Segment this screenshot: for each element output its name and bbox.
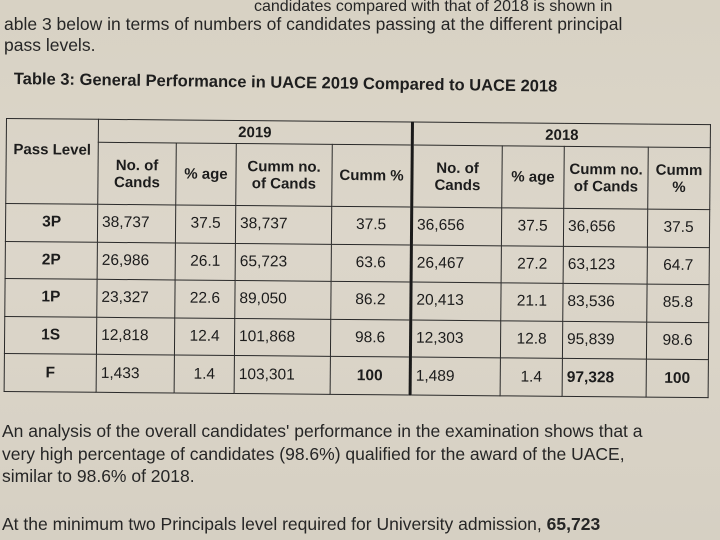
year-2019-header: 2019 — [98, 119, 412, 145]
col-header-pct-2018: % age — [502, 146, 565, 209]
cumm-pct-2018-cell: 85.8 — [647, 284, 709, 322]
pct-2019-cell: 37.5 — [175, 205, 235, 243]
cumm-cands-2019-cell: 38,737 — [235, 206, 331, 244]
year-2018-header: 2018 — [412, 122, 710, 148]
cumm-pct-2019-cell: 86.2 — [331, 282, 411, 320]
col-header-pct-2019: % age — [176, 143, 237, 206]
cands-2019-cell: 12,818 — [96, 317, 174, 355]
cands-2018-cell: 26,467 — [411, 245, 501, 283]
cumm-pct-2019-cell: 100 — [330, 357, 410, 395]
cumm-pct-2019-cell: 63.6 — [331, 244, 411, 282]
cumm-pct-2018-cell: 98.6 — [646, 322, 708, 360]
cands-2018-cell: 12,303 — [410, 320, 500, 358]
pct-2018-cell: 21.1 — [501, 283, 563, 321]
intro-line-2: pass levels. — [4, 35, 96, 55]
cands-2019-cell: 26,986 — [97, 242, 175, 280]
cumm-pct-2019-cell: 98.6 — [330, 319, 410, 357]
admission-paragraph — [2, 514, 720, 535]
table-row — [5, 279, 709, 323]
table-row — [5, 241, 709, 285]
pass-level-cell: 2P — [5, 241, 97, 279]
pct-2018-cell: 12.8 — [500, 321, 562, 359]
cands-2019-cell: 23,327 — [97, 279, 175, 317]
intro-line-top: candidates compared with that of 2018 is shown in — [254, 0, 613, 15]
cumm-cands-2018-cell: 83,536 — [563, 284, 647, 322]
cands-2019-cell: 1,433 — [96, 355, 174, 393]
cumm-cands-2019-cell: 103,301 — [234, 356, 330, 394]
paragraph-line: very high percentage of candidates (98.6%) qualified for the award of the UACE, — [2, 443, 625, 464]
cands-2018-cell: 36,656 — [411, 207, 501, 245]
table-row — [4, 354, 708, 398]
col-header-cands-2018: No. of Cands — [412, 145, 503, 208]
cands-2019-cell: 38,737 — [97, 204, 175, 242]
pct-2018-cell: 27.2 — [501, 245, 563, 283]
cumm-cands-2019-cell: 65,723 — [235, 243, 331, 281]
cumm-pct-2018-cell: 37.5 — [647, 209, 709, 247]
pass-level-cell: 3P — [5, 204, 97, 242]
pct-2019-cell: 1.4 — [174, 355, 234, 393]
admission-number: 65,723 — [546, 514, 601, 534]
cumm-cands-2018-cell: 95,839 — [562, 321, 646, 359]
cands-2018-cell: 20,413 — [411, 282, 501, 320]
pass-level-cell: 1P — [5, 279, 97, 317]
pct-2018-cell: 1.4 — [500, 358, 562, 396]
intro-text — [4, 0, 720, 56]
table-row — [5, 204, 709, 248]
col-header-cumm-pct-2018: Cumm % — [648, 147, 711, 210]
pct-2019-cell: 12.4 — [174, 318, 234, 356]
table-row — [4, 316, 708, 360]
pct-2019-cell: 22.6 — [175, 280, 235, 318]
pct-2018-cell: 37.5 — [501, 208, 563, 246]
pass-level-header: Pass Level — [6, 119, 99, 205]
col-header-cands-2019: No. of Cands — [98, 142, 177, 205]
analysis-paragraph — [2, 420, 720, 488]
paragraph-line: An analysis of the overall candidates' performance in the examination shows that a — [2, 421, 643, 441]
cands-2018-cell: 1,489 — [410, 357, 500, 395]
cumm-pct-2018-cell: 64.7 — [647, 247, 709, 285]
cumm-cands-2019-cell: 89,050 — [235, 281, 331, 319]
cumm-cands-2018-cell: 63,123 — [563, 246, 647, 284]
col-header-cumm-cands-2019: Cumm no. of Cands — [236, 144, 333, 207]
cumm-pct-2018-cell: 100 — [646, 359, 708, 397]
cumm-cands-2019-cell: 101,868 — [234, 318, 330, 356]
cumm-cands-2018-cell: 97,328 — [562, 359, 646, 397]
paragraph-line: similar to 98.6% of 2018. — [2, 466, 195, 486]
table-caption: Table 3: General Performance in UACE 2019 Compared to UACE 2018 — [13, 70, 558, 96]
pass-level-cell: F — [4, 354, 96, 392]
col-header-cumm-pct-2019: Cumm % — [332, 144, 413, 207]
cumm-cands-2018-cell: 36,656 — [563, 208, 647, 246]
col-header-cumm-cands-2018: Cumm no. of Cands — [564, 146, 649, 209]
performance-table — [4, 118, 711, 398]
pct-2019-cell: 26.1 — [175, 243, 235, 281]
intro-line-1: able 3 below in terms of numbers of candidates passing at the different principal — [4, 14, 623, 34]
admission-text: At the minimum two Principals level required for University admission, — [2, 514, 542, 534]
cumm-pct-2019-cell: 37.5 — [331, 206, 411, 244]
pass-level-cell: 1S — [4, 316, 96, 354]
